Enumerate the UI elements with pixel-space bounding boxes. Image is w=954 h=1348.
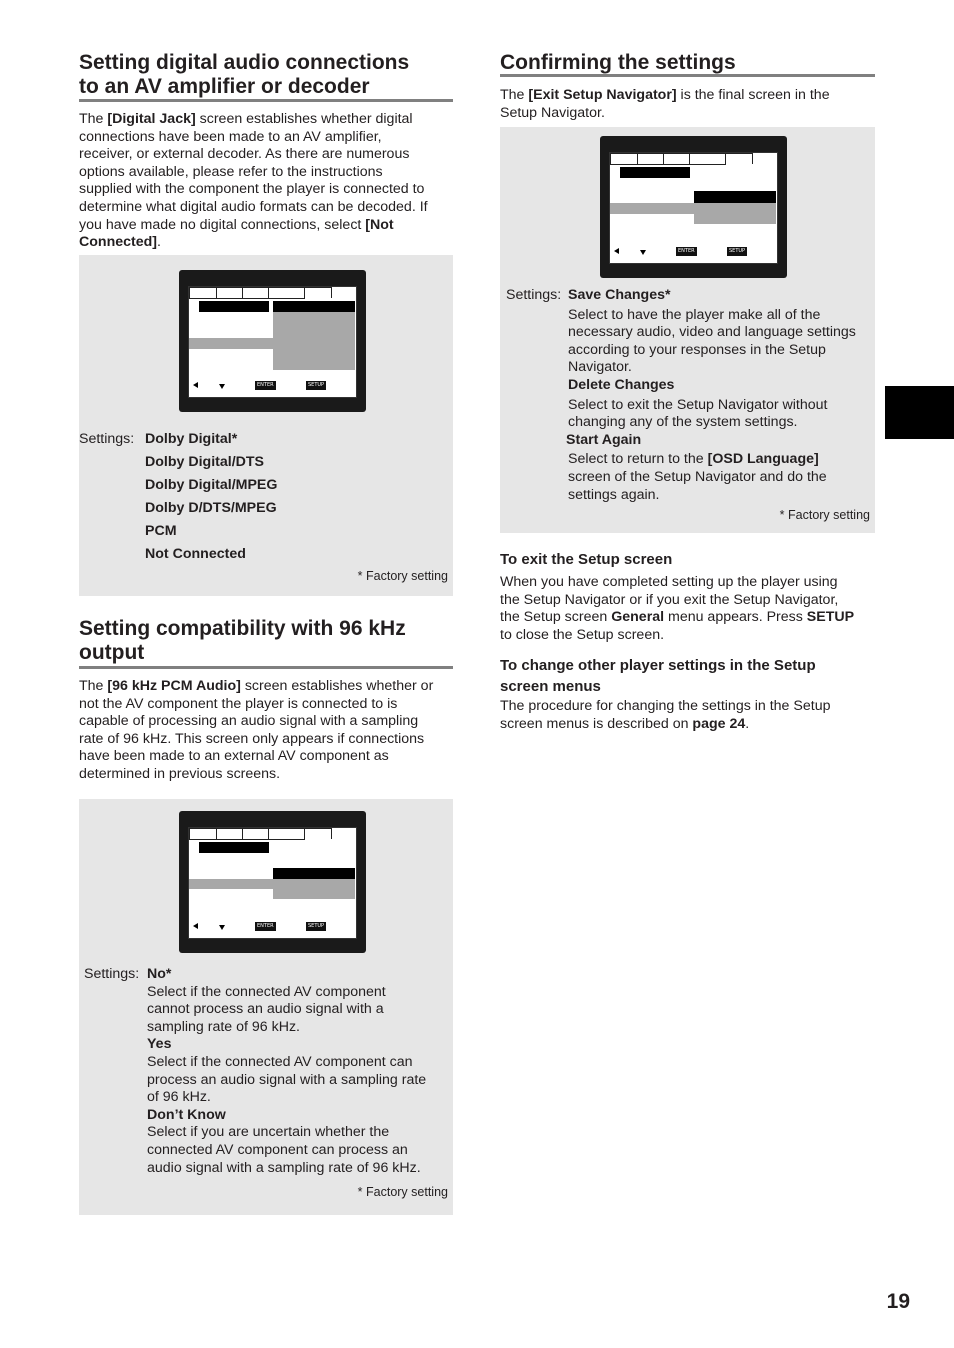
title-line-1: Setting compatibility with 96 kHz bbox=[79, 617, 406, 640]
title-line-1: Setting digital audio connections bbox=[79, 51, 410, 74]
left-arrow-icon bbox=[193, 382, 198, 388]
setup-button-icon: SETUP bbox=[308, 382, 325, 388]
confirming-intro: The [Exit Setup Navigator] is the final screen in the Setup Navigator. bbox=[500, 87, 830, 121]
setting-option: Dolby Digital/MPEG bbox=[145, 477, 278, 493]
confirming-options: Save Changes* Select to have the player make all of the necessary audio, video and language settings according to your responses in the Setup Navigator. Delete Changes Select to exit the Setup Navigator without changing any of the system settings. Start Again Select to return to the [OSD Language] screen of the Setup Navigator and do the settings again. bbox=[566, 287, 856, 503]
option-start-again: Start Again bbox=[566, 431, 642, 448]
title-line-2: to an AV amplifier or decoder bbox=[79, 75, 370, 98]
left-arrow-icon bbox=[193, 923, 198, 929]
title-rule bbox=[500, 74, 875, 77]
screen-tabs bbox=[189, 287, 332, 299]
settings-label: Settings: bbox=[79, 431, 135, 447]
page-reference: page 24 bbox=[692, 715, 746, 732]
option-delete-changes: Delete Changes bbox=[568, 376, 675, 393]
screen-tabs bbox=[610, 153, 753, 165]
title-rule bbox=[79, 99, 453, 102]
setting-option: Dolby Digital* bbox=[145, 431, 238, 447]
option-dont-know: Don’t Know bbox=[147, 1106, 226, 1123]
96khz-screen bbox=[179, 811, 366, 953]
left-arrow-icon bbox=[614, 248, 619, 254]
chapter-tab-marker bbox=[885, 386, 954, 439]
section-96khz-title bbox=[79, 617, 406, 665]
enter-button-icon: ENTER bbox=[257, 923, 274, 929]
96khz-options: No* Select if the connected AV component cannot process an audio signal with a sampling rate of 96 kHz. Yes Select if the connected AV component can process an audio signal with a sampling rate of 96 kHz. Don’t Know Select if you are uncertain whether the connected AV component can process an audio signal with a sampling rate of 96 kHz. bbox=[147, 966, 427, 1176]
change-settings-heading: To change other player settings in the Setup screen menus bbox=[500, 657, 816, 695]
enter-button-icon: ENTER bbox=[678, 248, 695, 254]
settings-label: Settings: bbox=[84, 966, 140, 982]
down-arrow-icon bbox=[219, 925, 225, 930]
option-save-changes: Save Changes* bbox=[568, 287, 671, 303]
enter-button-icon: ENTER bbox=[257, 382, 274, 388]
setup-button-icon: SETUP bbox=[308, 923, 325, 929]
digital-jack-intro: The [Digital Jack] screen establishes whether digital connections have been made to an AV amplifier, receiver, or external decoder. As there are numerous options available, please refer to the instructions supplied with the component the player is connected to determine what digital audio formats can be decoded. If you have made no digital connections, select [Not Connected]. bbox=[79, 111, 428, 251]
section-digital-audio-title bbox=[79, 51, 409, 99]
exit-setup-heading: To exit the Setup screen bbox=[500, 551, 673, 568]
factory-note: * Factory setting bbox=[357, 1185, 448, 1199]
title-rule bbox=[79, 666, 453, 669]
exit-setup-text: When you have completed setting up the player using the Setup Navigator or if you exit the Setup Navigator, the Setup screen General menu appears. Press SETUP to close the Setup screen. bbox=[500, 574, 855, 643]
digital-jack-screen bbox=[179, 270, 366, 412]
96khz-intro: The [96 kHz PCM Audio] screen establishes whether or not the AV component the player is connected to is capable of processing an audio signal with a sampling rate of 96 kHz. This screen only appears if connections have been made to an external AV component as determined in previous screens. bbox=[79, 678, 434, 782]
title-line-2: output bbox=[79, 641, 145, 664]
factory-note: * Factory setting bbox=[357, 569, 448, 583]
setting-option: PCM bbox=[145, 523, 177, 539]
factory-note: * Factory setting bbox=[779, 508, 870, 522]
exit-navigator-screen bbox=[600, 136, 787, 278]
down-arrow-icon bbox=[219, 384, 225, 389]
option-no: No* bbox=[147, 966, 172, 982]
setting-option: Not Connected bbox=[145, 546, 246, 562]
section-confirming-title: Confirming the settings bbox=[500, 51, 736, 74]
setting-option: Dolby D/DTS/MPEG bbox=[145, 500, 277, 516]
page-number: 19 bbox=[886, 1290, 910, 1313]
screen-tabs bbox=[189, 828, 332, 840]
option-yes: Yes bbox=[147, 1036, 172, 1053]
setup-button-icon: SETUP bbox=[729, 248, 746, 254]
setting-option: Dolby Digital/DTS bbox=[145, 454, 265, 470]
down-arrow-icon bbox=[640, 250, 646, 255]
change-settings-text: The procedure for changing the settings in the Setup screen menus is described on page 24. bbox=[500, 698, 831, 732]
settings-label: Settings: bbox=[506, 287, 562, 303]
